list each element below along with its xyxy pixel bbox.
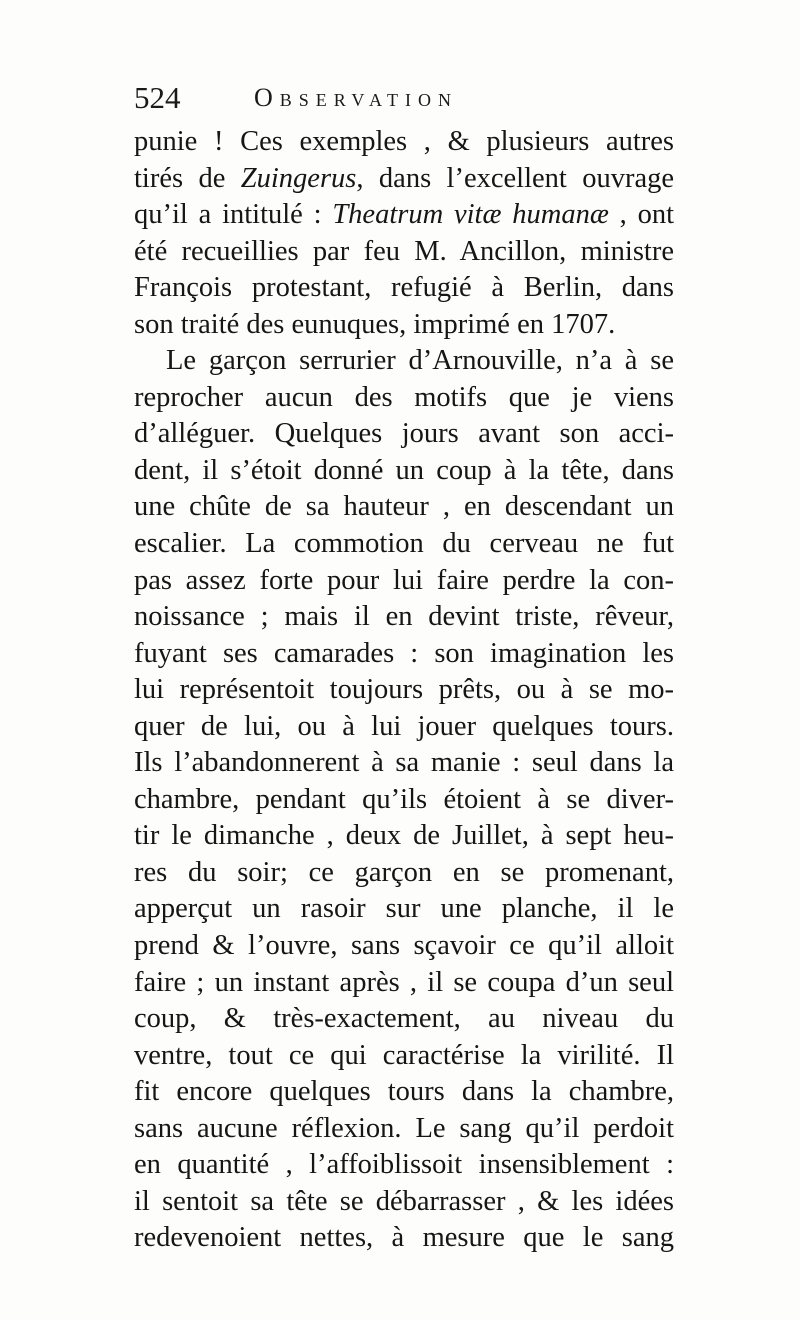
page-number: 524 xyxy=(134,80,181,115)
text-line: dent, il s’étoit donné un coup à la tête, dans xyxy=(134,454,674,486)
text-line: pas assez forte pour lui faire perdre la con- xyxy=(134,564,674,596)
text-line: redevenoient nettes, à mesure que le sang xyxy=(134,1222,674,1254)
text-line: une chûte de sa hauteur , en descendant un xyxy=(134,491,674,523)
paragraph-start-line: Le garçon serrurier d’Arnouville, n’a à se xyxy=(166,345,674,377)
text-line: punie ! Ces exemples , & plusieurs autres xyxy=(134,126,674,157)
text-line: faire ; un instant après , il se coupa d’un seul xyxy=(134,966,674,998)
page-header xyxy=(134,78,674,122)
text-line: en quantité , l’affoiblissoit insensiblement : xyxy=(134,1149,674,1181)
text-line: escalier. La commotion du cerveau ne fut xyxy=(134,528,674,560)
italic-title: Zuingerus xyxy=(240,162,357,194)
text-line: noissance ; mais il en devint triste, rêveur, xyxy=(134,601,674,633)
text-line: été recueillies par feu M. Ancillon, ministre xyxy=(134,235,674,267)
text-line: chambre, pendant qu’ils étoient à se diver- xyxy=(134,783,674,815)
text-line: tirés de Zuingerus, dans l’excellent ouvrage xyxy=(134,162,674,194)
text-line: d’alléguer. Quelques jours avant son acci- xyxy=(134,418,674,450)
text-line: lui représentoit toujours prêts, ou à se mo- xyxy=(134,674,674,706)
text-line: prend & l’ouvre, sans sçavoir ce qu’il alloit xyxy=(134,930,674,962)
text-line: apperçut un rasoir sur une planche, il le xyxy=(134,893,674,925)
text-line: tir le dimanche , deux de Juillet, à sept heu- xyxy=(134,820,674,852)
running-head: Observation xyxy=(254,83,459,112)
body-text xyxy=(134,124,674,1257)
text-line: François protestant, refugié à Berlin, dans xyxy=(134,272,674,304)
text-line: reprocher aucun des motifs que je viens xyxy=(134,381,674,413)
text-line: fuyant ses camarades : son imagination les xyxy=(134,637,674,669)
text-line: Ils l’abandonnerent à sa manie : seul dans la xyxy=(134,747,674,779)
text-line: il sentoit sa tête se débarrasser , & les idées xyxy=(134,1185,674,1217)
text-line: fit encore quelques tours dans la chambre, xyxy=(134,1076,674,1108)
text-line: qu’il a intitulé : Theatrum vitæ humanæ , ont xyxy=(134,199,674,231)
text-line: ventre, tout ce qui caractérise la virilité. Il xyxy=(134,1039,674,1071)
text-line: quer de lui, ou à lui jouer quelques tours. xyxy=(134,710,674,742)
text-line: coup, & très-exactement, au niveau du xyxy=(134,1003,674,1035)
italic-title: Theatrum vitæ humanæ xyxy=(332,199,609,231)
text-line: son traité des eunuques, imprimé en 1707. xyxy=(134,308,616,340)
text-line: res du soir; ce garçon en se promenant, xyxy=(134,856,674,888)
text-line: sans aucune réflexion. Le sang qu’il perdoit xyxy=(134,1112,674,1144)
